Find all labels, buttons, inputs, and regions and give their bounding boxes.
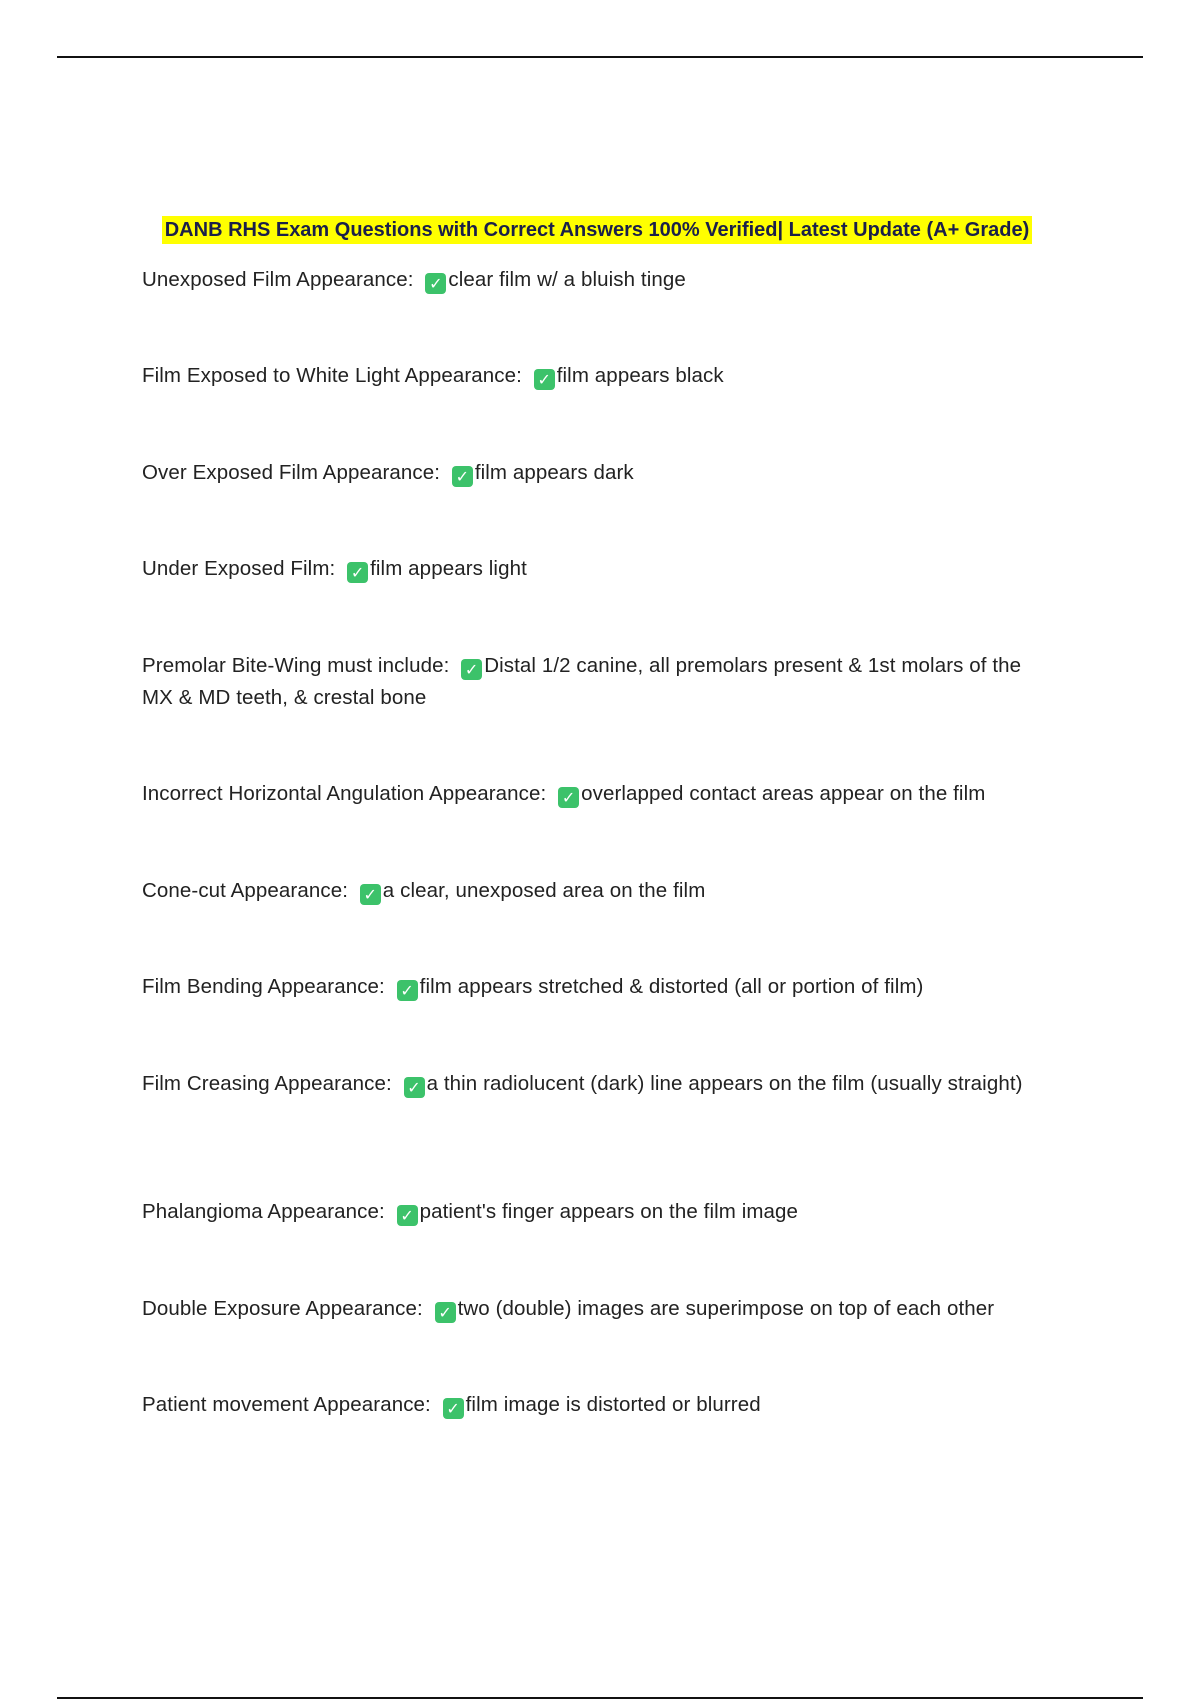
question-text: Film Bending Appearance: bbox=[142, 975, 385, 998]
answer-text: overlapped contact areas appear on the film bbox=[581, 782, 986, 805]
check-box-icon: ✓ bbox=[443, 1398, 464, 1419]
answer-text: film appears black bbox=[556, 364, 724, 387]
check-box-icon: ✓ bbox=[452, 466, 473, 487]
answer-text: a thin radiolucent (dark) line appears on the film (usually straight) bbox=[426, 1072, 1023, 1095]
check-box-icon: ✓ bbox=[435, 1302, 456, 1323]
question-text: Double Exposure Appearance: bbox=[142, 1297, 423, 1320]
header-rule bbox=[57, 56, 1143, 58]
question-text: Under Exposed Film: bbox=[142, 557, 336, 580]
qa-item bbox=[142, 553, 1052, 585]
question-text: Unexposed Film Appearance: bbox=[142, 268, 414, 291]
answer-text: film image is distorted or blurred bbox=[465, 1393, 761, 1416]
question-text: Cone-cut Appearance: bbox=[142, 879, 348, 902]
answer-text: film appears light bbox=[370, 557, 527, 580]
check-box-icon: ✓ bbox=[558, 787, 579, 808]
question-text: Incorrect Horizontal Angulation Appearance: bbox=[142, 782, 547, 805]
qa-item bbox=[142, 1389, 1052, 1421]
qa-item bbox=[142, 1068, 1052, 1100]
qa-item bbox=[142, 650, 1052, 714]
answer-text: film appears dark bbox=[474, 461, 634, 484]
answer-text: a clear, unexposed area on the film bbox=[382, 879, 706, 902]
answer-text: clear film w/ a bluish tinge bbox=[448, 268, 686, 291]
question-text: Film Exposed to White Light Appearance: bbox=[142, 364, 522, 387]
footer-rule bbox=[57, 1697, 1143, 1699]
check-box-icon: ✓ bbox=[425, 273, 446, 294]
question-text: Patient movement Appearance: bbox=[142, 1393, 431, 1416]
document-title: DANB RHS Exam Questions with Correct Answers 100% Verified| Latest Update (A+ Grade) bbox=[162, 216, 1033, 244]
question-text: Phalangioma Appearance: bbox=[142, 1200, 385, 1223]
qa-item bbox=[142, 457, 1052, 489]
qa-item bbox=[142, 264, 1052, 296]
answer-text: patient's finger appears on the film image bbox=[419, 1200, 799, 1223]
qa-item bbox=[142, 971, 1052, 1003]
check-box-icon: ✓ bbox=[360, 884, 381, 905]
question-text: Over Exposed Film Appearance: bbox=[142, 461, 441, 484]
answer-text: two (double) images are superimpose on top of each other bbox=[457, 1297, 995, 1320]
qa-item bbox=[142, 360, 1052, 392]
answer-text: Distal 1/2 canine, all premolars present & 1st molars of the MX & MD teeth, & crestal bone bbox=[142, 654, 1022, 709]
qa-item bbox=[142, 1196, 1052, 1228]
qa-item bbox=[142, 875, 1052, 907]
qa-item bbox=[142, 1293, 1052, 1325]
check-box-icon: ✓ bbox=[534, 369, 555, 390]
question-text: Film Creasing Appearance: bbox=[142, 1072, 392, 1095]
title-wrap bbox=[142, 216, 1052, 244]
check-box-icon: ✓ bbox=[397, 1205, 418, 1226]
answer-text: film appears stretched & distorted (all or portion of film) bbox=[419, 975, 924, 998]
check-box-icon: ✓ bbox=[347, 562, 368, 583]
question-text: Premolar Bite-Wing must include: bbox=[142, 654, 450, 677]
check-box-icon: ✓ bbox=[461, 659, 482, 680]
check-box-icon: ✓ bbox=[397, 980, 418, 1001]
qa-item bbox=[142, 778, 1052, 810]
check-box-icon: ✓ bbox=[404, 1077, 425, 1098]
